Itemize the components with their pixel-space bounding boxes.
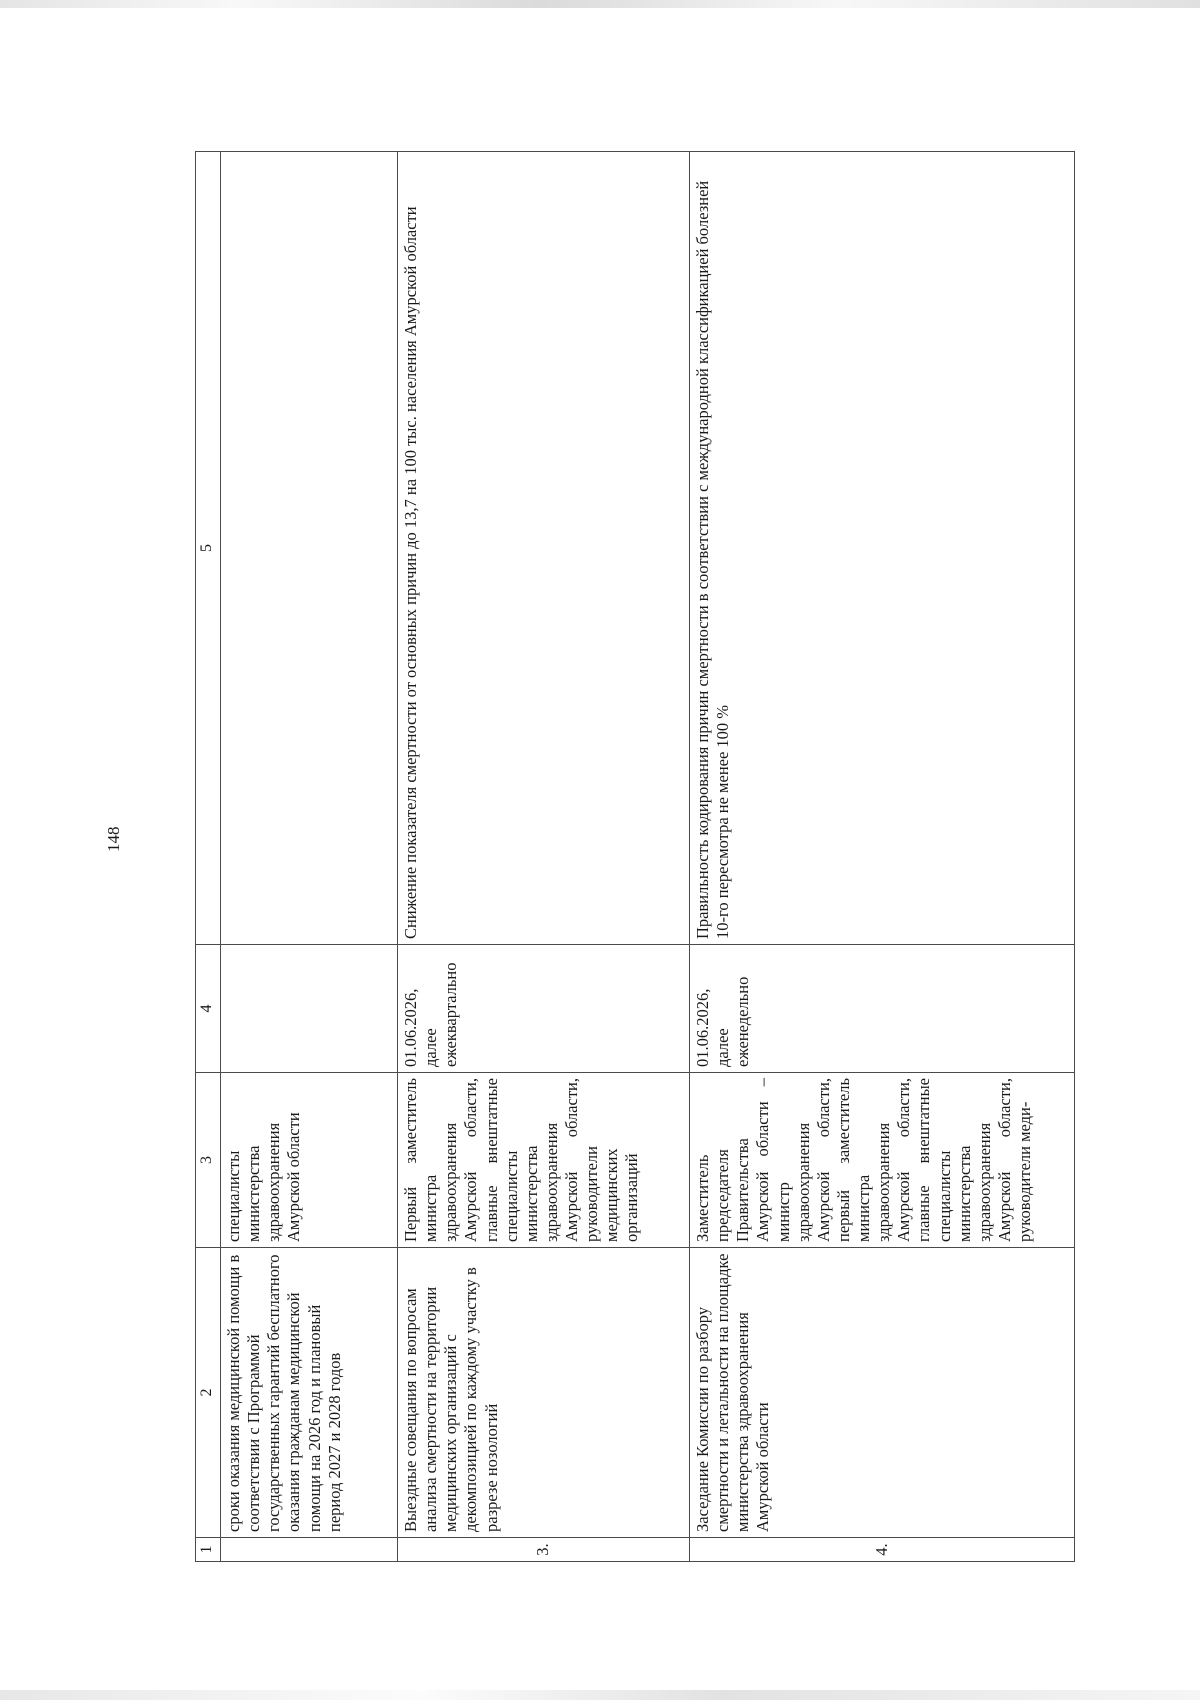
measure-text: сроки оказания медицинской помощи в соответствии с Программой государственных гарантий бесплатного оказания гражданам медицинской помощи на 2026 год и плановый период 2027 и 2028 годов	[221, 1248, 398, 1538]
table-row	[221, 152, 398, 1562]
row-number: 3.	[398, 1538, 690, 1562]
deadline-text: 01.06.2026, далее ежеквартально	[398, 945, 690, 1073]
measure-text: Выездные совещания по вопросам анализа смертности на территории медицинских организаций с декомпозицией по каждому участку в разрезе нозологий	[398, 1248, 690, 1538]
deadline-text: 01.06.2026, далее еженедельно	[690, 945, 1075, 1073]
scan-top-edge	[0, 0, 1200, 8]
deadline-text	[221, 945, 398, 1073]
table-row	[398, 152, 690, 1562]
header-col-3: 3	[196, 1073, 221, 1248]
header-col-5: 5	[196, 152, 221, 945]
scan-bottom-edge	[0, 1690, 1200, 1700]
responsible-text: Заместитель председателя Правительства Амурской области – министр здравоохранения Амурской области, первый заместитель министра здравоохранения Амурской области, главные внештатные специалисты министерства здравоохранения Амурской области, руководители меди-	[690, 1073, 1075, 1248]
result-text	[221, 152, 398, 945]
result-text: Правильность кодирования причин смертности в соответствии с международной классификацией болезней 10-го пересмотра не менее 100 %	[690, 152, 1075, 945]
row-number: 4.	[690, 1538, 1075, 1562]
page-number: 148	[104, 826, 123, 852]
measures-table	[195, 151, 1075, 1562]
result-text: Снижение показателя смертности от основных причин до 13,7 на 100 тыс. населения Амурской области	[398, 152, 690, 945]
header-col-1: 1	[196, 1538, 221, 1562]
table-row	[690, 152, 1075, 1562]
rotated-table-container	[195, 152, 1075, 1562]
responsible-text: специалисты министерства здравоохранения Амурской области	[221, 1073, 398, 1248]
header-row	[196, 152, 221, 1562]
measure-text: Заседание Комиссии по разбору смертности и летальности на площадке министерства здравоохранения Амурской области	[690, 1248, 1075, 1538]
header-col-2: 2	[196, 1248, 221, 1538]
responsible-text: Первый заместитель министра здравоохранения Амурской области, главные внештатные специалисты министерства здравоохранения Амурской области, руководители медицинских организаций	[398, 1073, 690, 1248]
row-number	[221, 1538, 398, 1562]
header-col-4: 4	[196, 945, 221, 1073]
